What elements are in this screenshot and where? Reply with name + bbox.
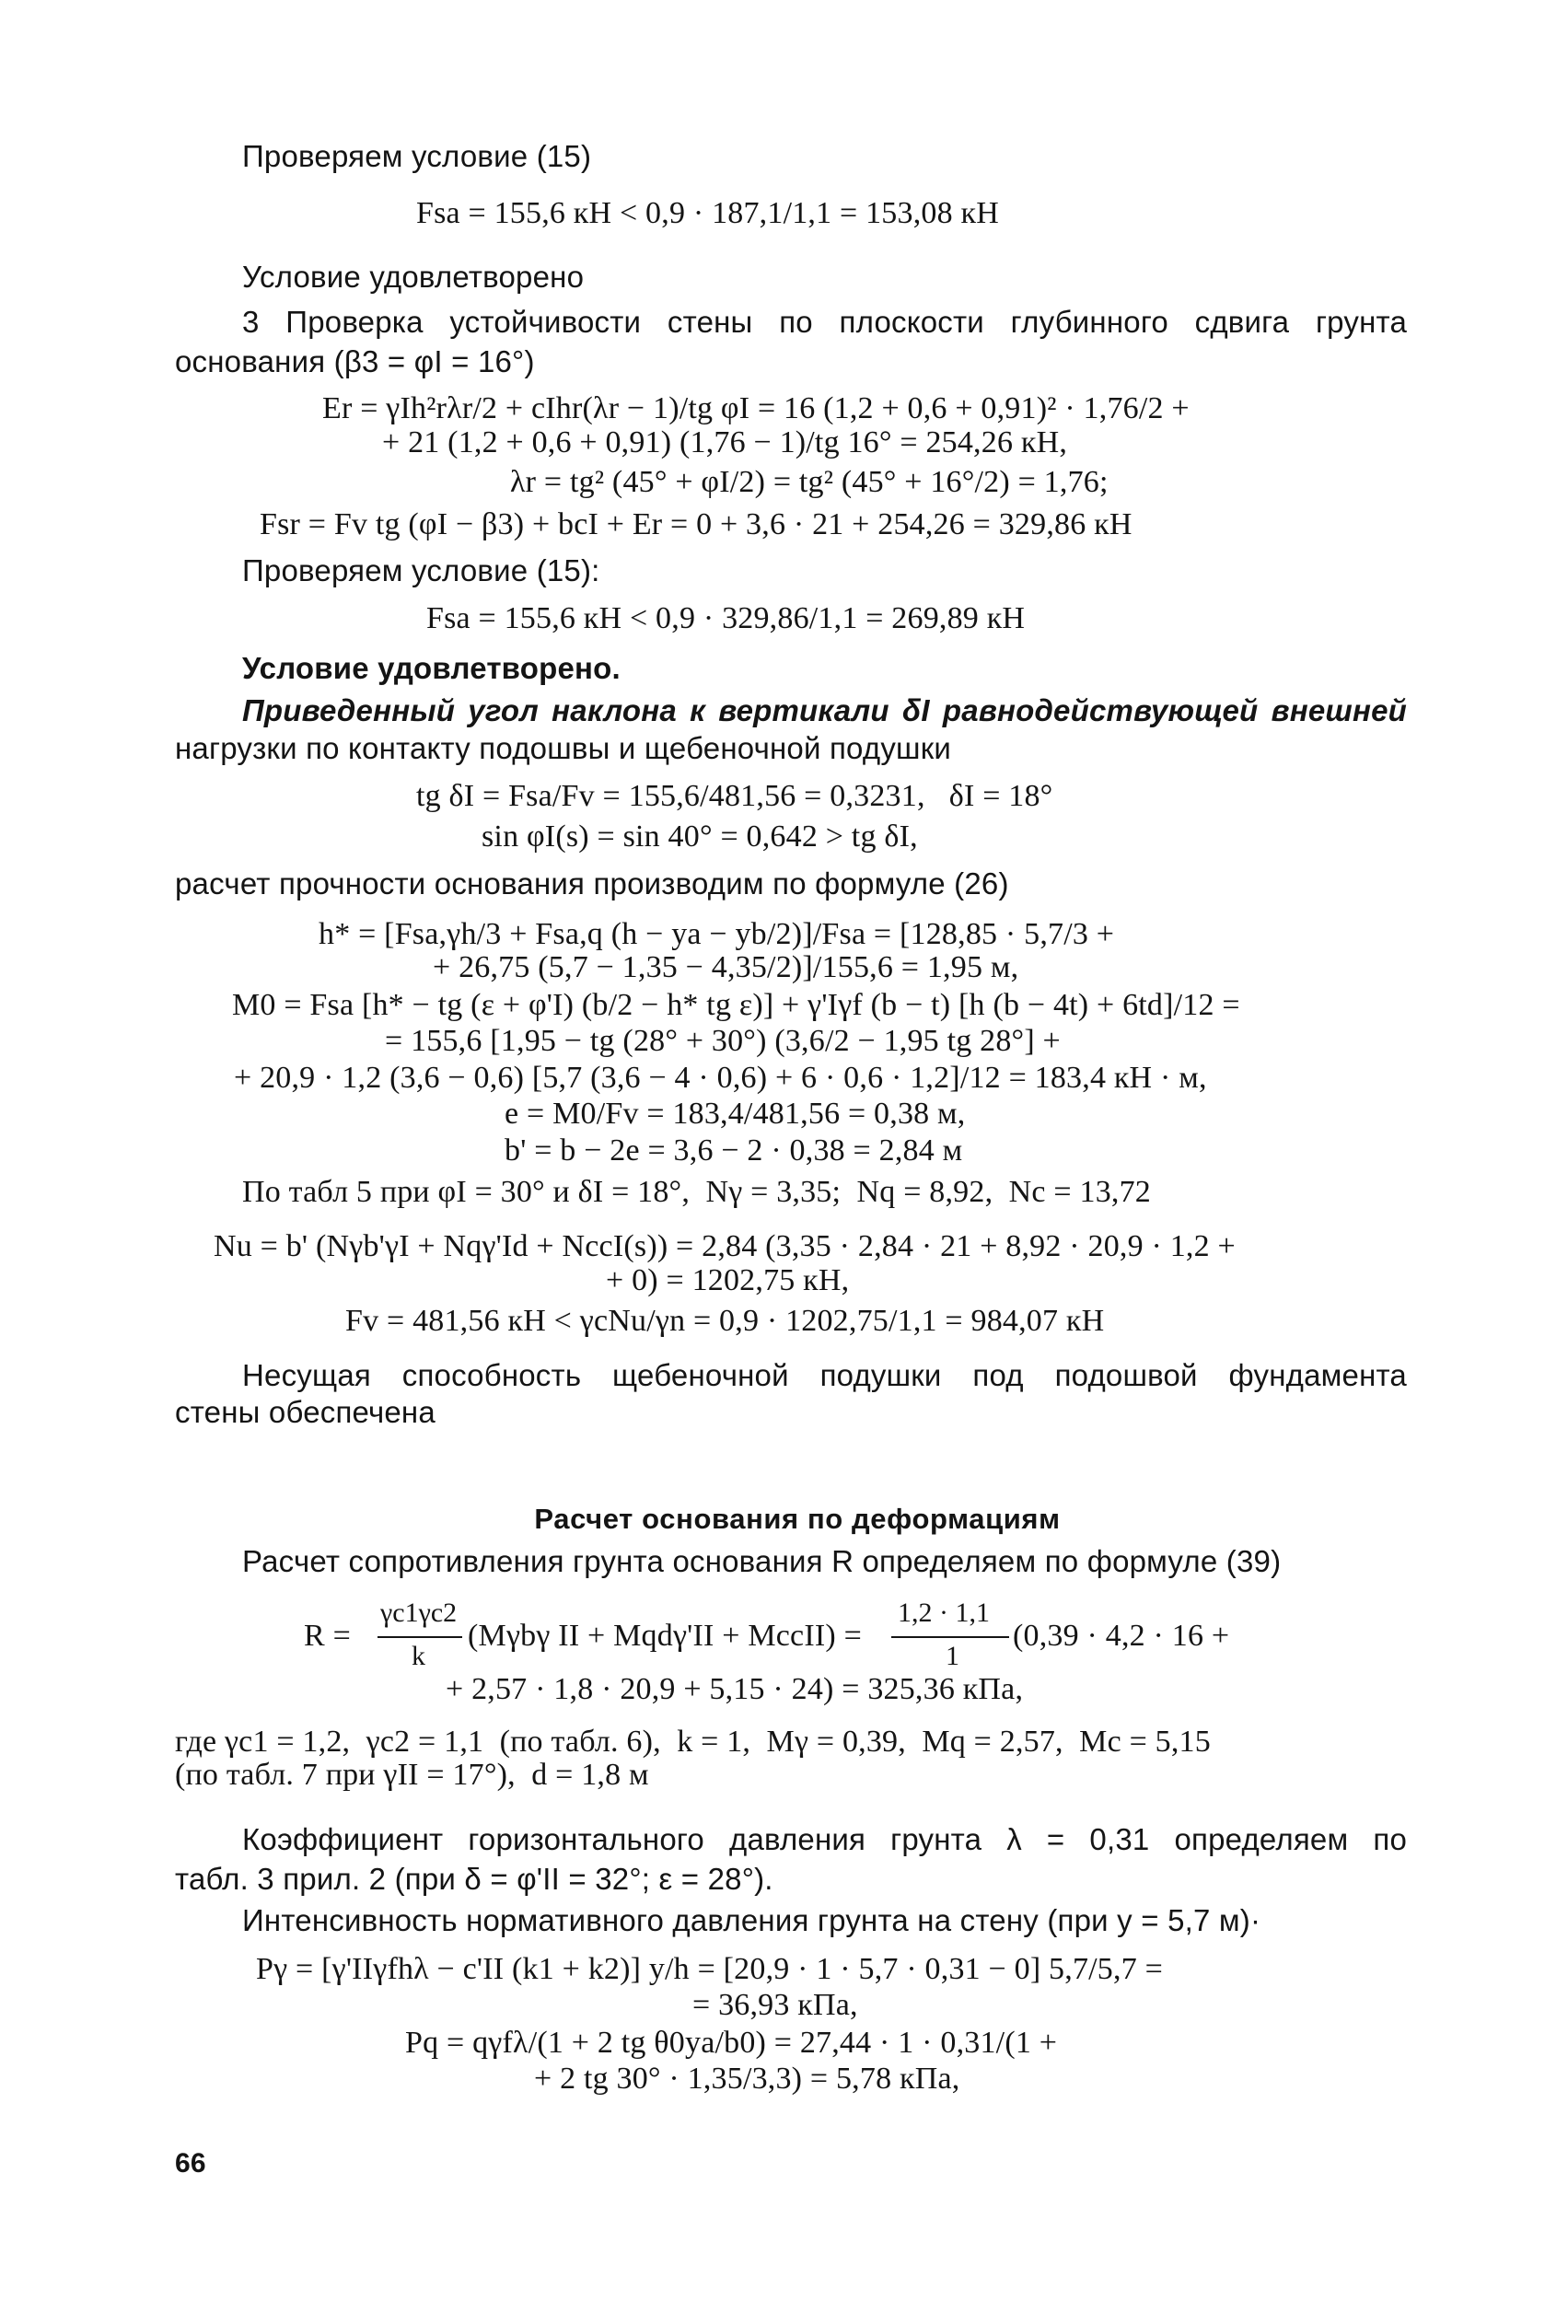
formula-line: Fv = 481,56 кН < γcNu/γn = 0,9 · 1202,75/1,1 = 984,07 кН <box>345 1304 1105 1338</box>
fraction-numerator: 1,2 · 1,1 <box>898 1598 990 1628</box>
formula-line: = 155,6 [1,95 − tg (28° + 30°) (3,6/2 − 1,95 tg 28°] + <box>385 1024 1061 1058</box>
text-line: нагрузки по контакту подошвы и щебеночной подушки <box>175 731 951 765</box>
formula-line: + 21 (1,2 + 0,6 + 0,91) (1,76 − 1)/tg 16° = 254,26 кН, <box>382 425 1068 459</box>
text-line: Несущая способность щебеночной подушки под подошвой фундамента <box>242 1358 1407 1392</box>
formula-line: Fsa = 155,6 кН < 0,9 · 329,86/1,1 = 269,89 кН <box>426 601 1026 635</box>
formula-line: R = <box>304 1619 359 1653</box>
formula-line: Pq = qγfλ/(1 + 2 tg θ0ya/b0) = 27,44 · 1 · 0,31/(1 + <box>405 2026 1058 2060</box>
text-line: Расчет сопротивления грунта основания R определяем по формуле (39) <box>242 1544 1282 1578</box>
formula-line: Fsr = Fv tg (φI − β3) + bcI + Er = 0 + 3,6 · 21 + 254,26 = 329,86 кН <box>260 507 1132 541</box>
formula-line: Nu = b' (Nγb'γI + Nqγ'Id + NccI(s)) = 2,84 (3,35 · 2,84 · 21 + 8,92 · 20,9 · 1,2 + <box>214 1229 1236 1263</box>
formula-line: Pγ = [γ'IIγfhλ − c'II (k1 + k2)] y/h = [20,9 · 1 · 5,7 · 0,31 − 0] 5,7/5,7 = <box>256 1952 1163 1986</box>
formula-line: M0 = Fsa [h* − tg (ε + φ'I) (b/2 − h* tg ε)] + γ'Iγf (b − t) [h (b − 4t) + 6td]/12 = <box>232 988 1240 1022</box>
formula-line: b' = b − 2e = 3,6 − 2 · 0,38 = 2,84 м <box>505 1133 963 1168</box>
formula-line: (по табл. 7 при γII = 17°), d = 1,8 м <box>175 1758 649 1792</box>
text-line: 3 Проверка устойчивости стены по плоскости глубинного сдвига грунта <box>242 305 1407 339</box>
text-line: табл. 3 прил. 2 (при δ = φ'II = 32°; ε = 28°). <box>175 1862 773 1896</box>
text-line: Условие удовлетворено <box>242 260 585 294</box>
formula-line: λr = tg² (45° + φI/2) = tg² (45° + 16°/2) = 1,76; <box>510 465 1109 499</box>
formula-line: Er = γIh²rλr/2 + cIhr(λr − 1)/tg φI = 16 (1,2 + 0,6 + 0,91)² · 1,76/2 + <box>322 391 1190 425</box>
text-line: Приведенный угол наклона к вертикали δI равнодействующей внешней <box>242 693 1407 727</box>
formula-line: sin φI(s) = sin 40° = 0,642 > tg δI, <box>482 819 918 854</box>
fraction-bar <box>891 1636 1009 1638</box>
section-heading: Расчет основания по деформациям <box>534 1503 1061 1535</box>
fraction-numerator: γc1γc2 <box>380 1598 458 1628</box>
formula-line: h* = [Fsa,γh/3 + Fsa,q (h − ya − yb/2)]/Fsa = [128,85 · 5,7/3 + <box>319 917 1115 951</box>
fraction-denominator: 1 <box>946 1641 959 1671</box>
fraction-bar <box>377 1636 462 1638</box>
text-line: Проверяем условие (15) <box>242 139 592 173</box>
formula-line: + 0) = 1202,75 кН, <box>606 1263 850 1297</box>
text-line: основания (β3 = φI = 16°) <box>175 344 535 378</box>
formula-line: где γc1 = 1,2, γc2 = 1,1 (по табл. 6), k = 1, Mγ = 0,39, Mq = 2,57, Mc = 5,15 <box>175 1725 1211 1759</box>
formula-line: + 2,57 · 1,8 · 20,9 + 5,15 · 24) = 325,36 кПа, <box>446 1672 1024 1706</box>
text-line: Коэффициент горизонтального давления грунта λ = 0,31 определяем по <box>242 1822 1407 1856</box>
text-line: стены обеспечена <box>175 1395 436 1429</box>
text-line: Проверяем условие (15): <box>242 553 600 587</box>
formula-line: tg δI = Fsa/Fv = 155,6/481,56 = 0,3231, δI = 18° <box>416 779 1053 813</box>
formula-line: e = M0/Fv = 183,4/481,56 = 0,38 м, <box>505 1097 966 1131</box>
text-line: Интенсивность нормативного давления грунта на стену (при y = 5,7 м)· <box>242 1903 1261 1937</box>
text-line: Условие удовлетворено. <box>242 651 621 685</box>
fraction-denominator: k <box>412 1641 425 1671</box>
formula-line: + 20,9 · 1,2 (3,6 − 0,6) [5,7 (3,6 − 4 · 0,6) + 6 · 0,6 · 1,2]/12 = 183,4 кН · м, <box>234 1061 1207 1095</box>
text-line: расчет прочности основания производим по формуле (26) <box>175 866 1009 901</box>
formula-line: = 36,93 кПа, <box>692 1988 858 2022</box>
formula-line: + 2 tg 30° · 1,35/3,3) = 5,78 кПа, <box>534 2062 960 2096</box>
formula-line: + 26,75 (5,7 − 1,35 − 4,35/2)]/155,6 = 1,95 м, <box>433 950 1019 984</box>
formula-line: Fsa = 155,6 кН < 0,9 · 187,1/1,1 = 153,08 кН <box>416 196 999 230</box>
formula-line: (0,39 · 4,2 · 16 + <box>1013 1619 1230 1653</box>
page-number: 66 <box>175 2148 206 2179</box>
formula-line: По табл 5 при φI = 30° и δI = 18°, Nγ = 3,35; Nq = 8,92, Nc = 13,72 <box>242 1175 1152 1209</box>
formula-line: (Mγbγ II + Mqdγ'II + McсII) = <box>468 1619 862 1653</box>
